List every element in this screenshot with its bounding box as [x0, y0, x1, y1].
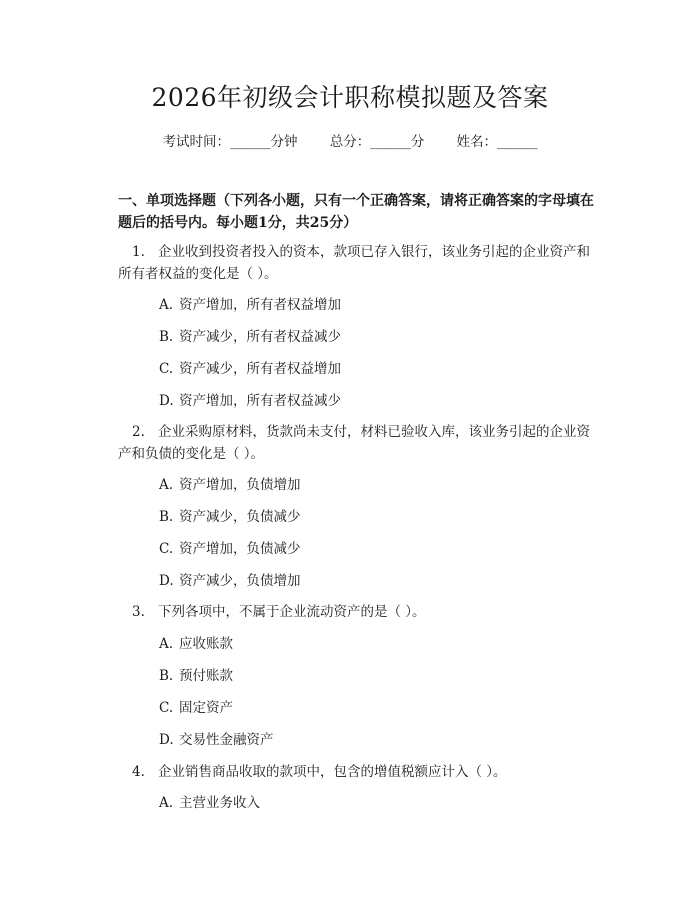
option-text: 主营业务收入 [179, 795, 260, 811]
question-2-option-b [159, 507, 599, 527]
option-letter: A. [159, 297, 174, 313]
name-label: 姓名： [456, 134, 498, 150]
exam-time-unit: 分钟 [270, 134, 298, 150]
option-letter: B. [159, 509, 174, 525]
option-text: 应收账款 [179, 636, 233, 652]
option-text: 资产增加，所有者权益减少 [179, 393, 341, 409]
question-number: 3. [132, 604, 145, 620]
total-score-field [330, 132, 425, 152]
option-letter: C. [159, 541, 174, 557]
option-letter: C. [159, 700, 174, 716]
option-text: 资产减少，所有者权益减少 [179, 329, 341, 345]
question-2-option-a [159, 475, 599, 495]
question-1-option-c [159, 359, 599, 379]
question-3-option-a [159, 634, 599, 654]
total-score-unit: 分 [410, 134, 425, 150]
option-letter: D. [159, 573, 174, 589]
question-1-option-a [159, 295, 599, 315]
section-heading: 一、单项选择题（下列各小题，只有一个正确答案，请将正确答案的字母填在题后的括号内。每小题1分，共25分） [118, 193, 594, 231]
total-score-blank: ______ [370, 134, 411, 150]
option-text: 资产增加，负债减少 [179, 541, 301, 557]
exam-time-field [162, 132, 297, 152]
option-text: 资产减少，负债增加 [179, 573, 301, 589]
option-letter: A. [159, 477, 174, 493]
name-field [457, 132, 538, 152]
option-text: 固定资产 [179, 700, 233, 716]
option-letter: C. [159, 361, 174, 377]
name-blank: ______ [497, 134, 538, 150]
question-2-option-d [159, 571, 599, 591]
question-2-option-c [159, 539, 599, 559]
option-letter: D. [159, 393, 174, 409]
page-title: 2026年初级会计职称模拟题及答案 [151, 83, 549, 112]
option-letter: B. [159, 668, 174, 684]
question-3-option-c [159, 698, 599, 718]
question-text: 下列各项中，不属于企业流动资产的是（ ）。 [158, 604, 426, 620]
total-score-label: 总分： [329, 134, 371, 150]
question-1 [118, 241, 602, 285]
question-2 [118, 421, 602, 465]
question-4-option-a [159, 793, 599, 813]
question-text: 企业收到投资者投入的资本，款项已存入银行，该业务引起的企业资产和所有者权益的变化是（ ）。 [118, 244, 590, 282]
option-text: 预付账款 [179, 668, 233, 684]
option-text: 资产增加，负债增加 [179, 477, 301, 493]
question-text: 企业采购原材料，货款尚未支付，材料已验收入库，该业务引起的企业资产和负债的变化是（ ）。 [118, 424, 590, 462]
option-letter: B. [159, 329, 174, 345]
exam-time-label: 考试时间： [162, 134, 230, 150]
question-number: 4. [132, 764, 145, 780]
option-letter: D. [159, 732, 174, 748]
option-text: 交易性金融资产 [179, 732, 274, 748]
exam-info-line [0, 132, 700, 152]
option-text: 资产减少，所有者权益增加 [179, 361, 341, 377]
question-number: 2. [132, 424, 145, 440]
question-3 [118, 601, 602, 623]
question-4 [118, 761, 602, 783]
option-letter: A. [159, 795, 174, 811]
question-text: 企业销售商品收取的款项中，包含的增值税额应计入（ ）。 [158, 764, 507, 780]
question-3-option-d [159, 730, 599, 750]
option-text: 资产减少，负债减少 [179, 509, 301, 525]
exam-time-blank: ______ [229, 134, 271, 150]
option-text: 资产增加，所有者权益增加 [179, 297, 341, 313]
question-1-option-b [159, 327, 599, 347]
question-3-option-b [159, 666, 599, 686]
option-letter: A. [159, 636, 174, 652]
question-1-option-d [159, 391, 599, 411]
question-number: 1. [132, 244, 145, 260]
